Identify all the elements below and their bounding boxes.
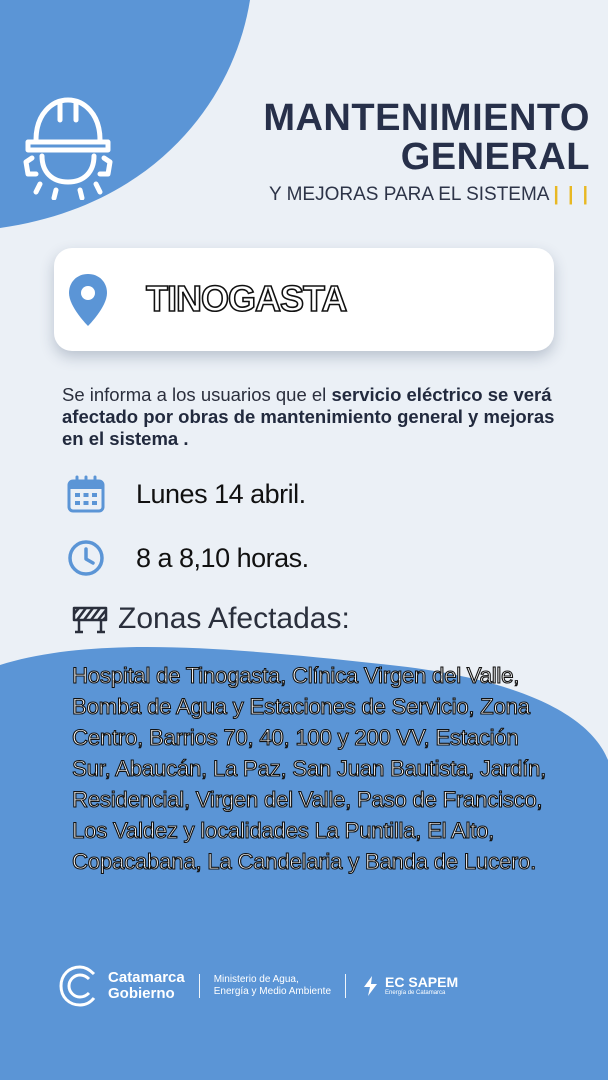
info-text-regular: Se informa a los usuarios que el bbox=[62, 384, 332, 405]
info-text-bold: servicio eléctrico se verá afectado por obras de mantenimiento general y mejoras en el sistema . bbox=[62, 384, 555, 449]
lightning-bolt-icon bbox=[360, 975, 382, 997]
info-paragraph bbox=[62, 384, 562, 450]
footer-divider bbox=[199, 974, 200, 998]
date-row bbox=[66, 474, 306, 514]
subtitle-text: Y MEJORAS PARA EL SISTEMA bbox=[268, 184, 550, 205]
ec-tagline: Energía de Catamarca bbox=[385, 990, 446, 996]
title-line-1: MANTENIMIENTO bbox=[263, 97, 590, 139]
footer-logos bbox=[58, 962, 558, 1010]
gov-name bbox=[108, 970, 185, 1002]
time-row bbox=[66, 538, 309, 578]
location-card bbox=[54, 248, 554, 351]
ministry-line-1: Ministerio de Agua, bbox=[213, 974, 299, 985]
clock-icon bbox=[66, 538, 106, 578]
title-line-2: GENERAL bbox=[400, 136, 590, 178]
ministry-line-2: Energía y Medio Ambiente bbox=[213, 986, 332, 997]
date-text: Lunes 14 abril. bbox=[136, 478, 306, 509]
calendar-icon bbox=[66, 474, 106, 514]
header-title bbox=[263, 98, 590, 208]
location-name: TINOGASTA bbox=[146, 278, 347, 319]
location-pin-icon bbox=[66, 272, 110, 328]
catamarca-logo-icon bbox=[58, 964, 102, 1008]
zones-label: Zonas Afectadas: bbox=[118, 602, 350, 635]
subtitle-bars: | | | bbox=[553, 184, 590, 205]
helmet-gear-icon bbox=[22, 88, 114, 200]
ministry-name bbox=[214, 974, 331, 998]
gov-line-1: Catamarca bbox=[108, 969, 185, 986]
gov-line-2: Gobierno bbox=[108, 985, 175, 1002]
zones-heading bbox=[72, 602, 350, 636]
ec-sapem-logo bbox=[360, 975, 458, 997]
zones-list: Hospital de Tinogasta, Clínica Virgen del Valle, Bomba de Agua y Estaciones de Servicio, Zona Centro, Barrios 70, 40, 100 y 200 VV, Estación Sur, Abaucán, La Paz, San Juan Bautista, Jardín, Residencial, Virgen del Valle, Paso de Francisco, Los Valdez y localidades La Puntilla, El Alto, Copacabana, La Candelaria y Banda de Lucero. bbox=[72, 663, 546, 874]
ec-name: EC SAPEM bbox=[385, 974, 459, 990]
time-text: 8 a 8,10 horas. bbox=[136, 542, 309, 573]
footer-divider bbox=[345, 974, 346, 998]
title-subtitle bbox=[263, 182, 590, 208]
barrier-icon bbox=[72, 604, 108, 634]
